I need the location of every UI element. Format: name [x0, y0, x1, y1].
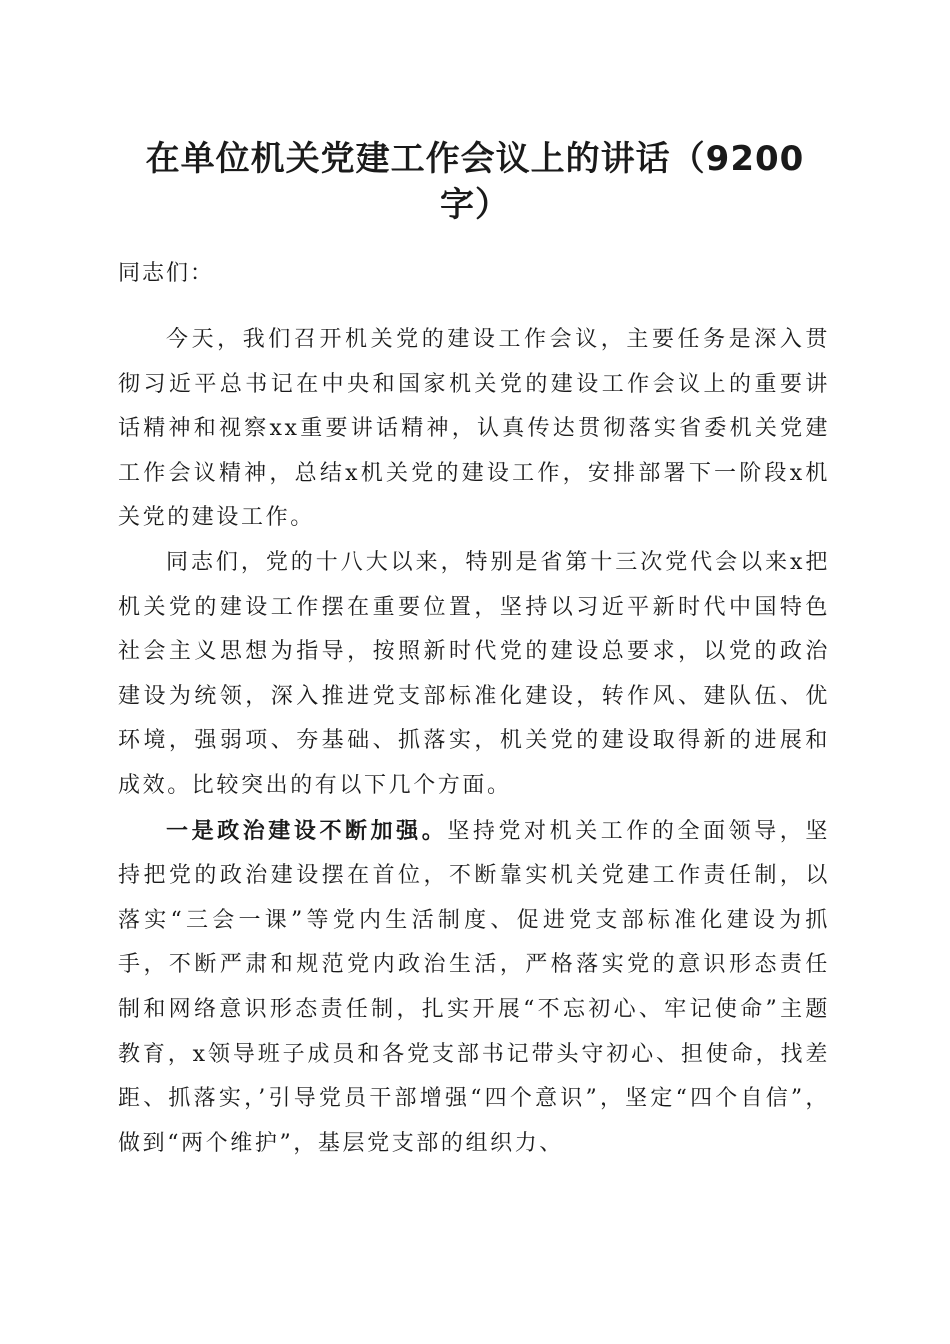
document-title: 在单位机关党建工作会议上的讲话（9200字）	[145, 139, 805, 225]
paragraph-summary: 同志们，党的十八大以来，特别是省第十三次党代会以来x把机关党的建设工作摆在重要位置，坚持以习近平新时代中国特色社会主义思想为指导，按照新时代党的建设总要求，以党的政治建设为统领，深入推进党支部标准化建设，转作风、建队伍、优环境，强弱项、夯基础、抓落实，机关党的建设取得新的进展和成效。比较突出的有以下几个方面。	[118, 549, 830, 798]
section-heading: 一是政治建设不断加强。	[166, 817, 448, 844]
paragraph-intro: 今天，我们召开机关党的建设工作会议，主要任务是深入贯彻习近平总书记在中央和国家机关党的建设工作会议上的重要讲话精神和视察xx重要讲话精神，认真传达贯彻落实省委机关党建工作会议精神，总结x机关党的建设工作，安排部署下一阶段x机关党的建设工作。	[118, 327, 830, 531]
section-text: 坚持党对机关工作的全面领导，坚持把党的政治建设摆在首位，不断靠实机关党建工作责任制，以落实“三会一课”等党内生活制度、促进党支部标准化建设为抓手，不断严肃和规范党内政治生活，严格落实党的意识形态责任制和网络意识形态责任制，扎实开展“不忘初心、牢记使命”主题教育，x领导班子成员和各党支部书记带头守初心、担使命，找差距、抓落实，’引导党员干部增强“四个意识”，坚定“四个自信”，做到“两个维护”，基层党支部的组织力、	[118, 818, 830, 1156]
document-body	[118, 318, 830, 1166]
paragraph-section-1	[118, 809, 830, 1167]
salutation: 同志们：	[118, 261, 215, 286]
